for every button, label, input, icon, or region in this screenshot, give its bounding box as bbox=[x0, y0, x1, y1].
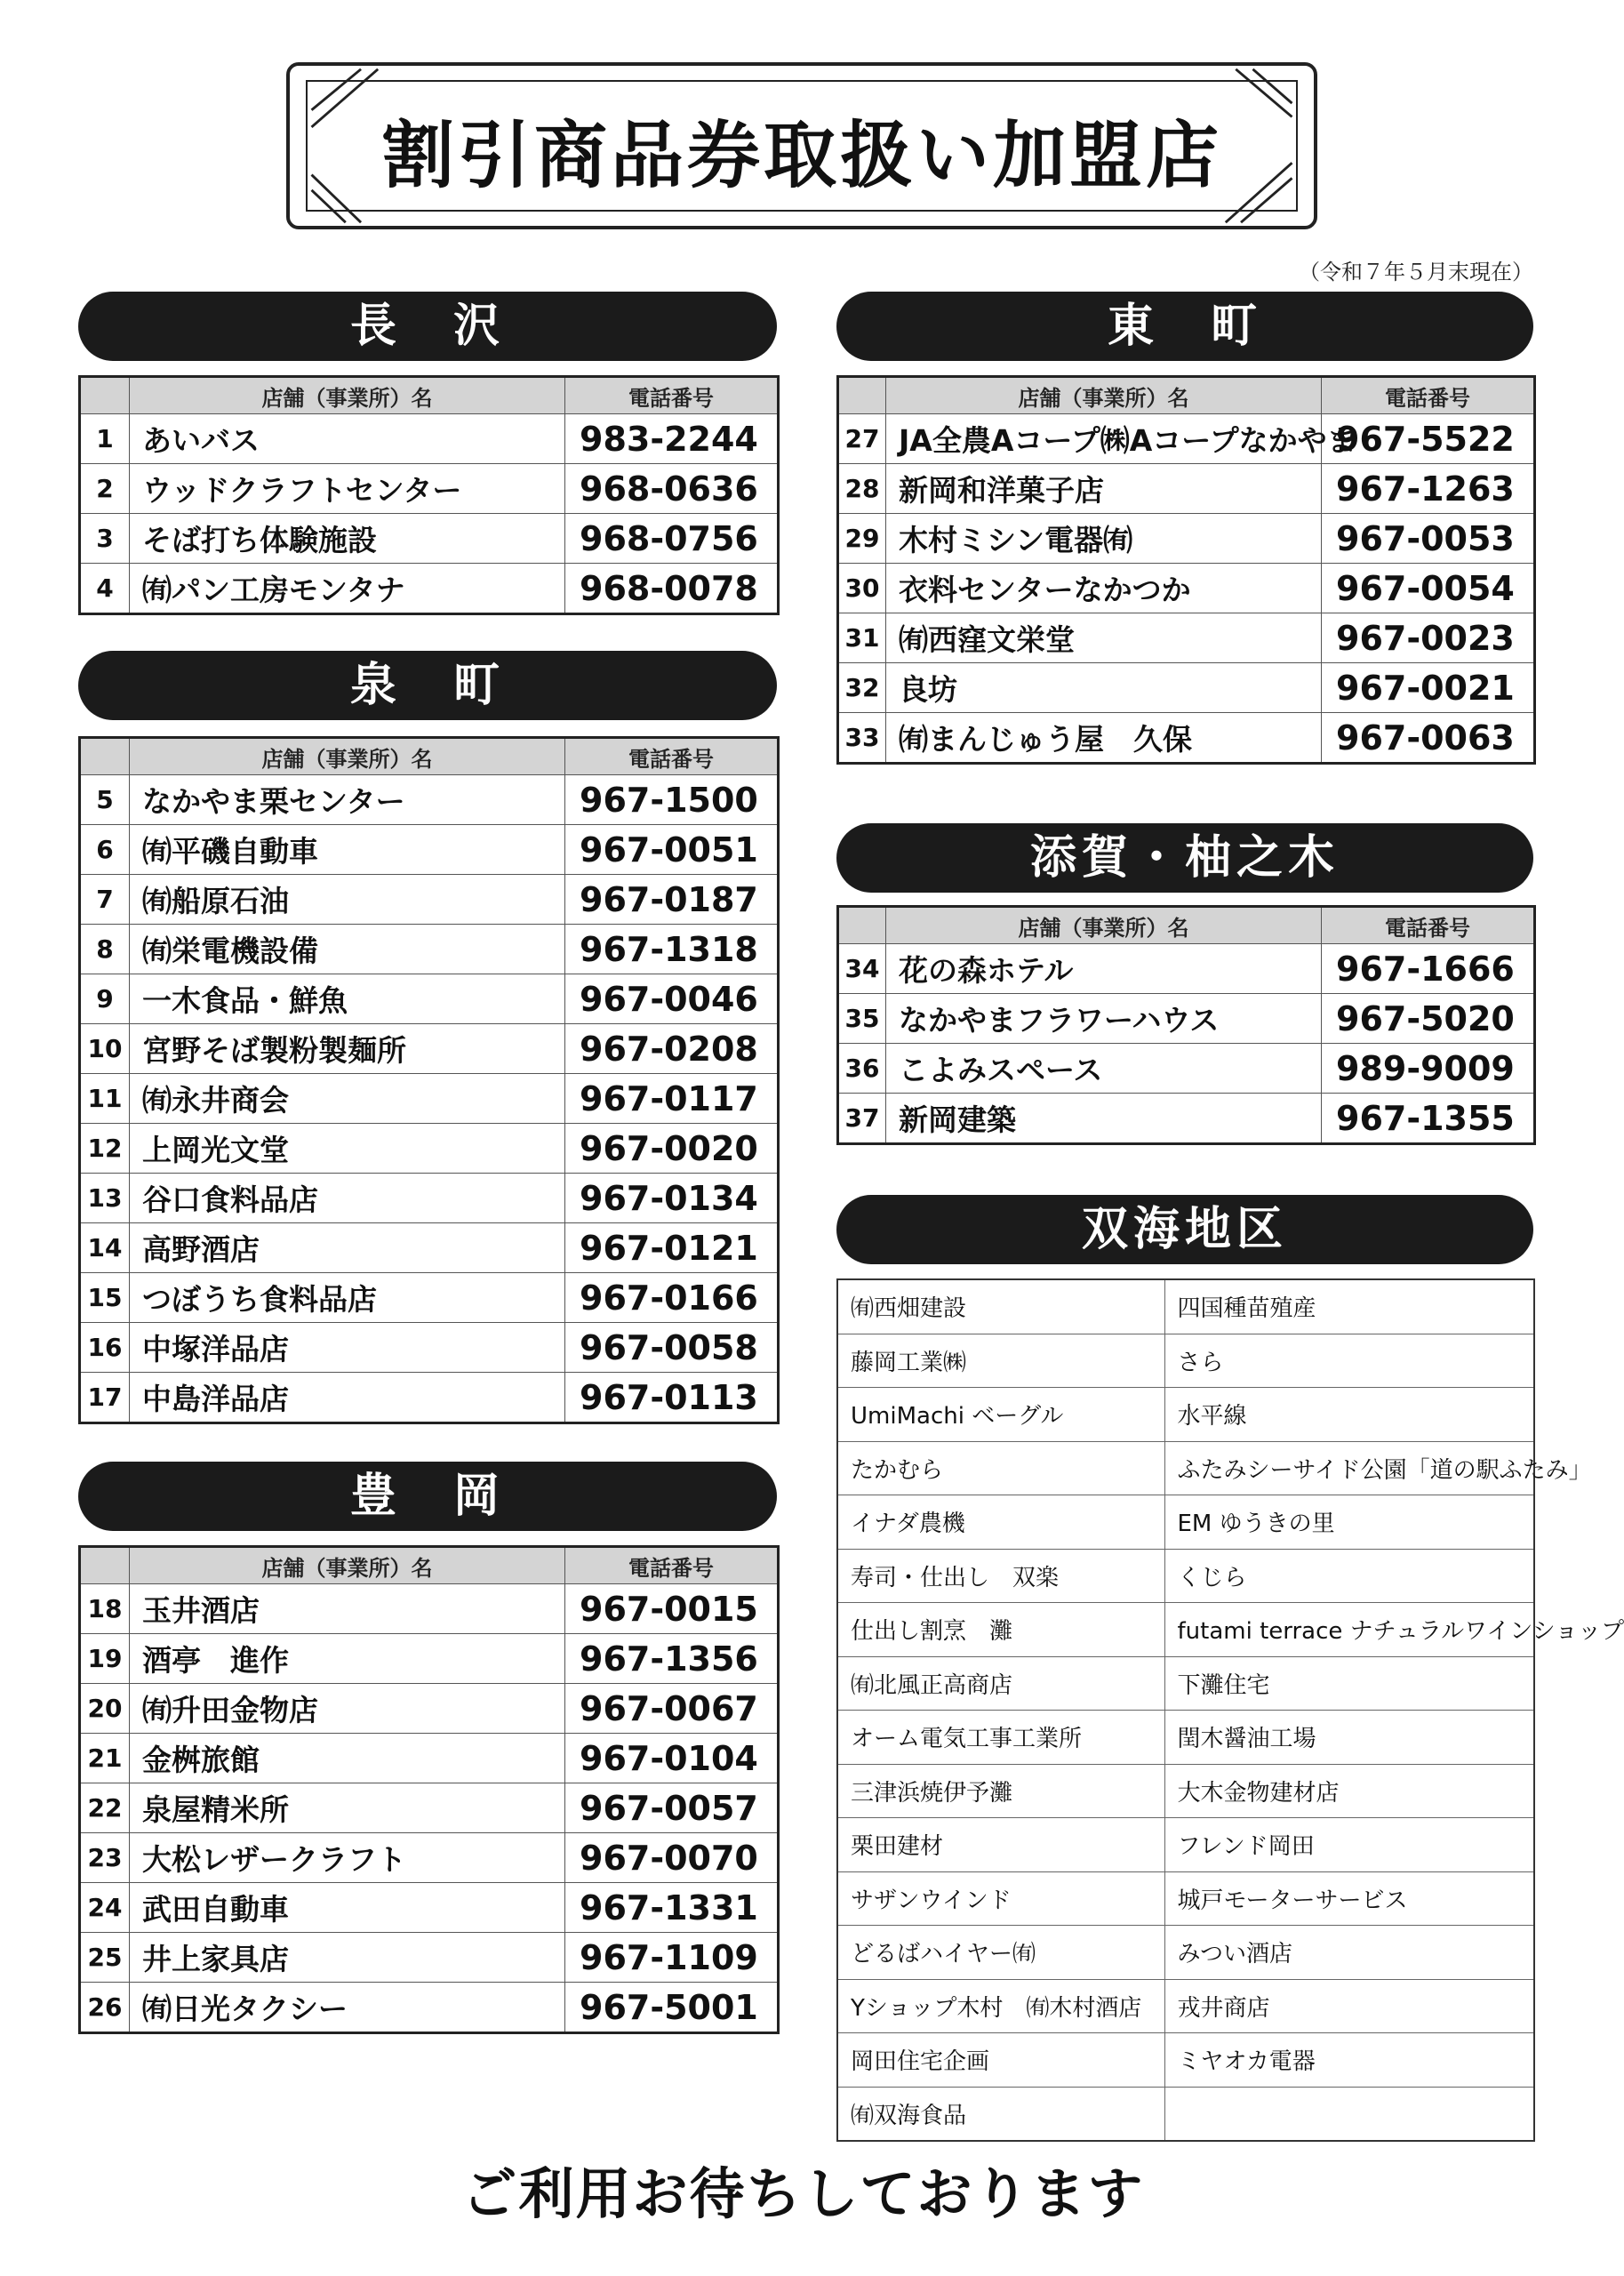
section-title-nagasawa: 長 沢 bbox=[78, 292, 777, 361]
futami-shop-left: 藤岡工業㈱ bbox=[837, 1334, 1164, 1388]
list-row bbox=[837, 1441, 1534, 1495]
row-number: 29 bbox=[838, 514, 886, 564]
section-title-izumimachi: 泉 町 bbox=[78, 651, 777, 720]
futami-shop-left: ㈲双海食品 bbox=[837, 2087, 1164, 2141]
phone-number: 967-1355 bbox=[1322, 1094, 1535, 1144]
row-number: 6 bbox=[80, 825, 130, 875]
phone-number: 983-2244 bbox=[565, 414, 779, 464]
phone-number: 967-1109 bbox=[565, 1933, 779, 1983]
table-row bbox=[80, 775, 779, 825]
row-number: 11 bbox=[80, 1074, 130, 1124]
futami-shop-right: 四国種苗殖産 bbox=[1164, 1279, 1534, 1334]
table-row bbox=[80, 1983, 779, 2033]
futami-shop-right: ミヤオカ電器 bbox=[1164, 2033, 1534, 2088]
row-number: 26 bbox=[80, 1983, 130, 2033]
table-row bbox=[80, 1783, 779, 1833]
futami-shop-left: Yショップ木村 ㈲木村酒店 bbox=[837, 1979, 1164, 2033]
empty-cell bbox=[1164, 2087, 1534, 2141]
list-row bbox=[837, 1656, 1534, 1711]
futami-shop-right: 水平線 bbox=[1164, 1388, 1534, 1442]
section-title-futami: 双海地区 bbox=[836, 1195, 1533, 1264]
shop-name: 井上家具店 bbox=[130, 1933, 565, 1983]
table-row bbox=[838, 514, 1535, 564]
shop-name: なかやまフラワーハウス bbox=[886, 994, 1322, 1044]
futami-shop-right: EM ゆうきの里 bbox=[1164, 1495, 1534, 1550]
table-row bbox=[838, 1044, 1535, 1094]
table-sogayunoki bbox=[836, 905, 1536, 1145]
table-row bbox=[80, 1373, 779, 1423]
futami-shop-left: 岡田住宅企画 bbox=[837, 2033, 1164, 2088]
row-number: 22 bbox=[80, 1783, 130, 1833]
shop-name: 谷口食料品店 bbox=[130, 1174, 565, 1223]
table-row bbox=[80, 1933, 779, 1983]
phone-number: 967-0070 bbox=[565, 1833, 779, 1883]
section-title-higashimachi: 東 町 bbox=[836, 292, 1533, 361]
header-phone: 電話番号 bbox=[565, 1547, 779, 1584]
row-number: 35 bbox=[838, 994, 886, 1044]
page-title: 割引商品券取扱い加盟店 bbox=[380, 114, 1222, 198]
table-row bbox=[80, 925, 779, 974]
phone-number: 967-0021 bbox=[1322, 663, 1535, 713]
shop-name: 高野酒店 bbox=[130, 1223, 565, 1273]
table-row bbox=[838, 613, 1535, 663]
phone-number: 967-0134 bbox=[565, 1174, 779, 1223]
shop-name: なかやま栗センター bbox=[130, 775, 565, 825]
phone-number: 967-5522 bbox=[1322, 414, 1535, 464]
row-number: 9 bbox=[80, 974, 130, 1024]
row-number: 32 bbox=[838, 663, 886, 713]
phone-number: 967-0053 bbox=[1322, 514, 1535, 564]
row-number: 18 bbox=[80, 1584, 130, 1634]
shop-name: 木村ミシン電器㈲ bbox=[886, 514, 1322, 564]
table-row bbox=[80, 825, 779, 875]
table-row bbox=[80, 1833, 779, 1883]
row-number: 33 bbox=[838, 713, 886, 764]
futami-shop-left: どるばハイヤー㈲ bbox=[837, 1926, 1164, 1980]
list-row bbox=[837, 1979, 1534, 2033]
row-number: 12 bbox=[80, 1124, 130, 1174]
row-number: 16 bbox=[80, 1323, 130, 1373]
table-row bbox=[80, 1273, 779, 1323]
shop-name: ㈲栄電機設備 bbox=[130, 925, 565, 974]
list-row bbox=[837, 2033, 1534, 2088]
shop-name: 一木食品・鮮魚 bbox=[130, 974, 565, 1024]
row-number: 13 bbox=[80, 1174, 130, 1223]
shop-name: 新岡和洋菓子店 bbox=[886, 464, 1322, 514]
table-row bbox=[838, 713, 1535, 764]
header-number bbox=[80, 1547, 130, 1584]
list-row bbox=[837, 1388, 1534, 1442]
table-row bbox=[80, 1323, 779, 1373]
title-frame bbox=[286, 62, 1317, 229]
phone-number: 967-1500 bbox=[565, 775, 779, 825]
table-row bbox=[838, 564, 1535, 613]
list-row bbox=[837, 1711, 1534, 1765]
phone-number: 967-5020 bbox=[1322, 994, 1535, 1044]
header-shop-name: 店舗（事業所）名 bbox=[130, 738, 565, 775]
shop-name: ㈲永井商会 bbox=[130, 1074, 565, 1124]
table-higashimachi bbox=[836, 375, 1536, 765]
futami-shop-left: 寿司・仕出し 双楽 bbox=[837, 1549, 1164, 1603]
shop-name: 泉屋精米所 bbox=[130, 1783, 565, 1833]
shop-name: 酒亭 進作 bbox=[130, 1634, 565, 1684]
list-row bbox=[837, 1926, 1534, 1980]
row-number: 37 bbox=[838, 1094, 886, 1144]
shop-name: ㈲パン工房モンタナ bbox=[130, 564, 565, 614]
shop-name: つぼうち食料品店 bbox=[130, 1273, 565, 1323]
table-row bbox=[838, 414, 1535, 464]
phone-number: 967-0015 bbox=[565, 1584, 779, 1634]
table-toyooka bbox=[78, 1545, 780, 2034]
futami-shop-right: さら bbox=[1164, 1334, 1534, 1388]
section-title-toyooka: 豊 岡 bbox=[78, 1462, 777, 1531]
futami-shop-left: たかむら bbox=[837, 1441, 1164, 1495]
phone-number: 967-1666 bbox=[1322, 944, 1535, 994]
header-phone: 電話番号 bbox=[565, 738, 779, 775]
shop-name: 上岡光文堂 bbox=[130, 1124, 565, 1174]
futami-shop-left: ㈲西畑建設 bbox=[837, 1279, 1164, 1334]
futami-shop-right: 大木金物建材店 bbox=[1164, 1764, 1534, 1818]
table-row bbox=[80, 1174, 779, 1223]
row-number: 17 bbox=[80, 1373, 130, 1423]
table-row bbox=[80, 1223, 779, 1273]
list-row bbox=[837, 1334, 1534, 1388]
futami-shop-right: 閏木醤油工場 bbox=[1164, 1711, 1534, 1765]
futami-shop-right: みつい酒店 bbox=[1164, 1926, 1534, 1980]
list-row bbox=[837, 1818, 1534, 1872]
futami-shop-right: 戎井商店 bbox=[1164, 1979, 1534, 2033]
header-phone: 電話番号 bbox=[1322, 907, 1535, 944]
table-row bbox=[80, 1883, 779, 1933]
shop-name: 花の森ホテル bbox=[886, 944, 1322, 994]
table-row bbox=[80, 464, 779, 514]
shop-name: ㈲平磯自動車 bbox=[130, 825, 565, 875]
row-number: 19 bbox=[80, 1634, 130, 1684]
phone-number: 967-0054 bbox=[1322, 564, 1535, 613]
phone-number: 967-0020 bbox=[565, 1124, 779, 1174]
header-shop-name: 店舗（事業所）名 bbox=[130, 1547, 565, 1584]
futami-shop-right: フレンド岡田 bbox=[1164, 1818, 1534, 1872]
futami-shop-left: サザンウインド bbox=[837, 1871, 1164, 1926]
phone-number: 967-0121 bbox=[565, 1223, 779, 1273]
futami-shop-left: 仕出し割烹 灘 bbox=[837, 1603, 1164, 1657]
table-row bbox=[838, 994, 1535, 1044]
row-number: 10 bbox=[80, 1024, 130, 1074]
table-row bbox=[80, 875, 779, 925]
phone-number: 967-0104 bbox=[565, 1734, 779, 1783]
futami-shop-right: くじら bbox=[1164, 1549, 1534, 1603]
phone-number: 967-5001 bbox=[565, 1983, 779, 2033]
header-number bbox=[838, 907, 886, 944]
row-number: 3 bbox=[80, 514, 130, 564]
phone-number: 967-1356 bbox=[565, 1634, 779, 1684]
table-row bbox=[80, 1684, 779, 1734]
phone-number: 967-0208 bbox=[565, 1024, 779, 1074]
table-futami bbox=[836, 1278, 1624, 2142]
table-row bbox=[80, 1584, 779, 1634]
list-row bbox=[837, 2087, 1534, 2141]
phone-number: 967-0113 bbox=[565, 1373, 779, 1423]
header-phone: 電話番号 bbox=[1322, 377, 1535, 414]
shop-name: ウッドクラフトセンター bbox=[130, 464, 565, 514]
phone-number: 968-0078 bbox=[565, 564, 779, 614]
row-number: 2 bbox=[80, 464, 130, 514]
table-row bbox=[838, 663, 1535, 713]
header-number bbox=[80, 738, 130, 775]
shop-name: 玉井酒店 bbox=[130, 1584, 565, 1634]
table-row bbox=[80, 1634, 779, 1684]
phone-number: 967-0057 bbox=[565, 1783, 779, 1833]
row-number: 25 bbox=[80, 1933, 130, 1983]
list-row bbox=[837, 1549, 1534, 1603]
futami-shop-left: 三津浜焼伊予灘 bbox=[837, 1764, 1164, 1818]
table-row bbox=[80, 414, 779, 464]
row-number: 14 bbox=[80, 1223, 130, 1273]
row-number: 8 bbox=[80, 925, 130, 974]
phone-number: 967-1318 bbox=[565, 925, 779, 974]
table-row bbox=[838, 1094, 1535, 1144]
header-number bbox=[838, 377, 886, 414]
futami-shop-right: ふたみシーサイド公園「道の駅ふたみ」 bbox=[1164, 1441, 1534, 1495]
header-shop-name: 店舗（事業所）名 bbox=[130, 377, 565, 414]
row-number: 4 bbox=[80, 564, 130, 614]
shop-name: 新岡建築 bbox=[886, 1094, 1322, 1144]
as-of-date: （令和７年５月末現在） bbox=[1299, 260, 1533, 284]
shop-name: ㈲西窪文栄堂 bbox=[886, 613, 1322, 663]
header-number bbox=[80, 377, 130, 414]
shop-name: 衣料センターなかつか bbox=[886, 564, 1322, 613]
futami-shop-left: 栗田建材 bbox=[837, 1818, 1164, 1872]
list-row bbox=[837, 1603, 1534, 1657]
row-number: 15 bbox=[80, 1273, 130, 1323]
row-number: 30 bbox=[838, 564, 886, 613]
table-row bbox=[838, 464, 1535, 514]
row-number: 34 bbox=[838, 944, 886, 994]
futami-shop-left: UmiMachi ベーグル bbox=[837, 1388, 1164, 1442]
phone-number: 967-0051 bbox=[565, 825, 779, 875]
futami-shop-right: 下灘住宅 bbox=[1164, 1656, 1534, 1711]
shop-name: ㈲船原石油 bbox=[130, 875, 565, 925]
phone-number: 967-0046 bbox=[565, 974, 779, 1024]
row-number: 21 bbox=[80, 1734, 130, 1783]
row-number: 27 bbox=[838, 414, 886, 464]
row-number: 36 bbox=[838, 1044, 886, 1094]
phone-number: 967-0187 bbox=[565, 875, 779, 925]
phone-number: 967-0058 bbox=[565, 1323, 779, 1373]
list-row bbox=[837, 1764, 1534, 1818]
row-number: 23 bbox=[80, 1833, 130, 1883]
list-row bbox=[837, 1495, 1534, 1550]
phone-number: 967-0166 bbox=[565, 1273, 779, 1323]
shop-name: そば打ち体験施設 bbox=[130, 514, 565, 564]
shop-name: あいバス bbox=[130, 414, 565, 464]
phone-number: 967-0063 bbox=[1322, 713, 1535, 764]
row-number: 24 bbox=[80, 1883, 130, 1933]
table-row bbox=[80, 1074, 779, 1124]
shop-name: ㈲まんじゅう屋 久保 bbox=[886, 713, 1322, 764]
header-shop-name: 店舗（事業所）名 bbox=[886, 377, 1322, 414]
row-number: 31 bbox=[838, 613, 886, 663]
shop-name: 中塚洋品店 bbox=[130, 1323, 565, 1373]
table-row bbox=[80, 1734, 779, 1783]
table-row bbox=[80, 514, 779, 564]
futami-shop-right: futami terrace ナチュラルワインショップ bbox=[1164, 1603, 1534, 1657]
shop-name: 金桝旅館 bbox=[130, 1734, 565, 1783]
section-title-sogayunoki: 添賀・柚之木 bbox=[836, 823, 1533, 893]
row-number: 5 bbox=[80, 775, 130, 825]
shop-name: ㈲升田金物店 bbox=[130, 1684, 565, 1734]
shop-name: 大松レザークラフト bbox=[130, 1833, 565, 1883]
shop-name: 宮野そば製粉製麺所 bbox=[130, 1024, 565, 1074]
phone-number: 968-0636 bbox=[565, 464, 779, 514]
list-row bbox=[837, 1279, 1534, 1334]
shop-name: ㈲日光タクシー bbox=[130, 1983, 565, 2033]
table-nagasawa bbox=[78, 375, 780, 615]
shop-name: JA全農Aコープ㈱Aコープなかやま bbox=[886, 414, 1322, 464]
phone-number: 967-1331 bbox=[565, 1883, 779, 1933]
phone-number: 967-0067 bbox=[565, 1684, 779, 1734]
futami-shop-left: オーム電気工事工業所 bbox=[837, 1711, 1164, 1765]
futami-shop-left: ㈲北風正高商店 bbox=[837, 1656, 1164, 1711]
header-shop-name: 店舗（事業所）名 bbox=[886, 907, 1322, 944]
shop-name: こよみスペース bbox=[886, 1044, 1322, 1094]
row-number: 7 bbox=[80, 875, 130, 925]
futami-shop-right: 城戸モーターサービス bbox=[1164, 1871, 1534, 1926]
header-phone: 電話番号 bbox=[565, 377, 779, 414]
phone-number: 967-1263 bbox=[1322, 464, 1535, 514]
table-row bbox=[80, 1124, 779, 1174]
list-row bbox=[837, 1871, 1534, 1926]
closing-message: ご利用お待ちしております bbox=[461, 2161, 1145, 2226]
table-izumimachi bbox=[78, 736, 780, 1424]
row-number: 28 bbox=[838, 464, 886, 514]
shop-name: 中島洋品店 bbox=[130, 1373, 565, 1423]
row-number: 1 bbox=[80, 414, 130, 464]
futami-shop-left: イナダ農機 bbox=[837, 1495, 1164, 1550]
phone-number: 989-9009 bbox=[1322, 1044, 1535, 1094]
table-row bbox=[80, 974, 779, 1024]
phone-number: 967-0117 bbox=[565, 1074, 779, 1124]
shop-name: 良坊 bbox=[886, 663, 1322, 713]
phone-number: 967-0023 bbox=[1322, 613, 1535, 663]
table-row bbox=[838, 944, 1535, 994]
table-row bbox=[80, 1024, 779, 1074]
phone-number: 968-0756 bbox=[565, 514, 779, 564]
shop-name: 武田自動車 bbox=[130, 1883, 565, 1933]
row-number: 20 bbox=[80, 1684, 130, 1734]
table-row bbox=[80, 564, 779, 614]
